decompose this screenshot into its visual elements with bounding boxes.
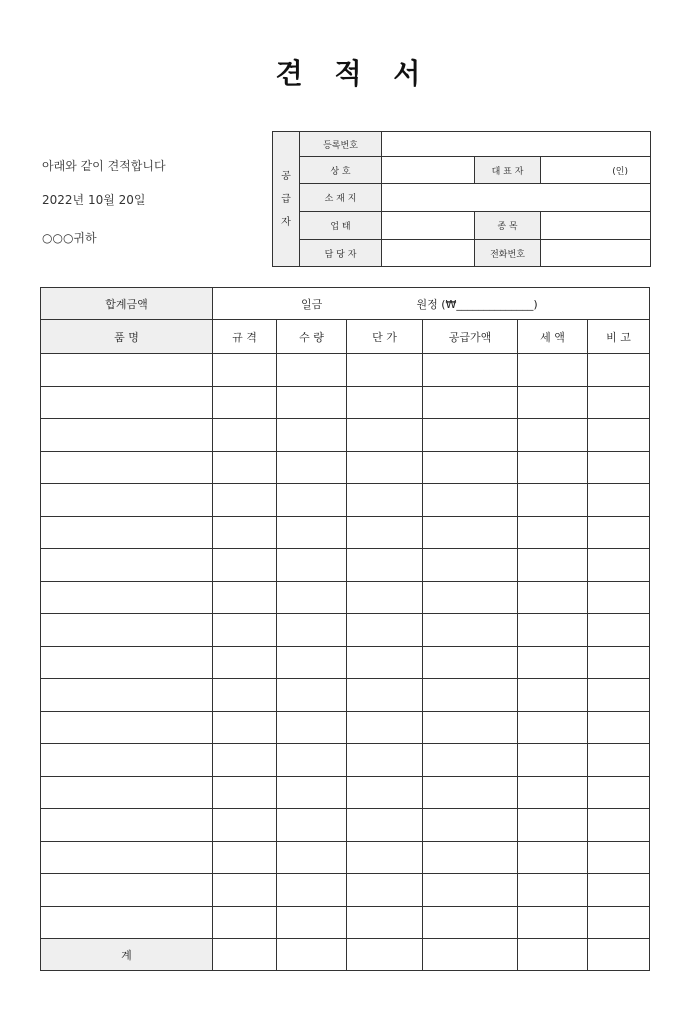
- item-row: [41, 354, 650, 387]
- item-cell[interactable]: [41, 549, 213, 582]
- item-cell[interactable]: [213, 419, 277, 452]
- item-cell[interactable]: [423, 711, 518, 744]
- item-cell[interactable]: [588, 679, 650, 712]
- phone-label: 전화번호: [475, 240, 541, 267]
- item-cell[interactable]: [277, 484, 347, 517]
- item-cell[interactable]: [423, 906, 518, 939]
- intro-statement: 아래와 같이 견적합니다: [42, 159, 166, 173]
- item-cell[interactable]: [41, 906, 213, 939]
- item-cell[interactable]: [41, 711, 213, 744]
- total-amount-prefix: 일금: [301, 297, 323, 311]
- item-cell[interactable]: [518, 646, 588, 679]
- item-cell[interactable]: [41, 646, 213, 679]
- item-cell[interactable]: [518, 484, 588, 517]
- item-row: [41, 646, 650, 679]
- manager-label: 담 당 자: [300, 240, 382, 267]
- item-cell[interactable]: [423, 484, 518, 517]
- item-cell[interactable]: [277, 549, 347, 582]
- item-cell[interactable]: [423, 841, 518, 874]
- business-item-cell[interactable]: [541, 212, 651, 240]
- item-cell[interactable]: [213, 874, 277, 907]
- item-row: [41, 906, 650, 939]
- supplier-info-table: [272, 131, 651, 267]
- business-type-cell[interactable]: [382, 212, 475, 240]
- item-row: [41, 679, 650, 712]
- item-cell[interactable]: [518, 744, 588, 777]
- item-cell[interactable]: [518, 906, 588, 939]
- item-cell[interactable]: [213, 841, 277, 874]
- item-cell[interactable]: [347, 354, 423, 387]
- item-cell[interactable]: [518, 419, 588, 452]
- item-cell[interactable]: [213, 809, 277, 842]
- supplier-side-char: 급: [281, 193, 291, 205]
- ceo-seal-cell[interactable]: [541, 157, 651, 184]
- item-cell[interactable]: [213, 744, 277, 777]
- item-cell[interactable]: [588, 744, 650, 777]
- item-cell[interactable]: [213, 549, 277, 582]
- item-cell[interactable]: [277, 744, 347, 777]
- item-cell[interactable]: [423, 646, 518, 679]
- item-cell[interactable]: [277, 516, 347, 549]
- item-cell[interactable]: [423, 744, 518, 777]
- item-cell[interactable]: [518, 776, 588, 809]
- item-cell[interactable]: [277, 451, 347, 484]
- item-cell[interactable]: [518, 516, 588, 549]
- column-header: 단 가: [347, 320, 423, 354]
- item-cell[interactable]: [213, 516, 277, 549]
- item-cell[interactable]: [41, 419, 213, 452]
- item-cell[interactable]: [41, 744, 213, 777]
- item-cell[interactable]: [423, 874, 518, 907]
- item-cell[interactable]: [423, 516, 518, 549]
- item-cell[interactable]: [347, 841, 423, 874]
- quote-items-table: [40, 287, 650, 971]
- column-header: 공급가액: [423, 320, 518, 354]
- total-amount-label: 합계금액: [41, 288, 213, 320]
- item-cell[interactable]: [41, 776, 213, 809]
- item-cell[interactable]: [213, 354, 277, 387]
- sum-cell[interactable]: [213, 939, 277, 971]
- item-cell[interactable]: [347, 581, 423, 614]
- item-cell[interactable]: [277, 776, 347, 809]
- sum-label: 계: [41, 939, 213, 971]
- item-cell[interactable]: [347, 679, 423, 712]
- item-cell[interactable]: [213, 581, 277, 614]
- item-row: [41, 614, 650, 647]
- item-cell[interactable]: [588, 386, 650, 419]
- item-cell[interactable]: [213, 711, 277, 744]
- supplier-side-char: 자: [281, 216, 291, 228]
- item-cell[interactable]: [588, 614, 650, 647]
- item-cell[interactable]: [41, 809, 213, 842]
- item-cell[interactable]: [423, 549, 518, 582]
- item-cell[interactable]: [213, 776, 277, 809]
- item-row: [41, 809, 650, 842]
- item-cell[interactable]: [518, 614, 588, 647]
- item-cell[interactable]: [588, 419, 650, 452]
- document-title: 견 적 서: [275, 57, 423, 90]
- item-cell[interactable]: [588, 776, 650, 809]
- item-cell[interactable]: [518, 451, 588, 484]
- recipient-name: ○○○귀하: [42, 231, 97, 245]
- sum-cell[interactable]: [588, 939, 650, 971]
- item-cell[interactable]: [41, 484, 213, 517]
- column-header: 규 격: [213, 320, 277, 354]
- item-cell[interactable]: [423, 386, 518, 419]
- item-cell[interactable]: [588, 581, 650, 614]
- item-cell[interactable]: [347, 776, 423, 809]
- item-row: [41, 386, 650, 419]
- item-cell[interactable]: [423, 581, 518, 614]
- item-cell[interactable]: [277, 581, 347, 614]
- sum-cell[interactable]: [423, 939, 518, 971]
- sum-cell[interactable]: [277, 939, 347, 971]
- item-cell[interactable]: [518, 711, 588, 744]
- item-cell[interactable]: [213, 386, 277, 419]
- item-cell[interactable]: [347, 451, 423, 484]
- item-cell[interactable]: [518, 354, 588, 387]
- item-cell[interactable]: [41, 386, 213, 419]
- item-cell[interactable]: [347, 549, 423, 582]
- item-cell[interactable]: [423, 451, 518, 484]
- item-cell[interactable]: [213, 451, 277, 484]
- item-cell[interactable]: [347, 614, 423, 647]
- item-row: [41, 581, 650, 614]
- item-cell[interactable]: [518, 809, 588, 842]
- item-row: [41, 419, 650, 452]
- item-cell[interactable]: [277, 809, 347, 842]
- item-cell[interactable]: [213, 906, 277, 939]
- item-cell[interactable]: [588, 549, 650, 582]
- item-cell[interactable]: [588, 711, 650, 744]
- sum-row: [41, 939, 650, 971]
- registration-number-cell[interactable]: [382, 132, 651, 157]
- item-cell[interactable]: [347, 906, 423, 939]
- item-cell[interactable]: [213, 679, 277, 712]
- item-row: [41, 874, 650, 907]
- total-amount-cell[interactable]: [213, 288, 650, 320]
- item-row: [41, 776, 650, 809]
- manager-cell[interactable]: [382, 240, 475, 267]
- item-cell[interactable]: [423, 679, 518, 712]
- item-cell[interactable]: [518, 549, 588, 582]
- item-cell[interactable]: [347, 484, 423, 517]
- sum-cell[interactable]: [518, 939, 588, 971]
- item-cell[interactable]: [588, 516, 650, 549]
- item-cell[interactable]: [213, 484, 277, 517]
- item-cell[interactable]: [277, 874, 347, 907]
- item-cell[interactable]: [588, 906, 650, 939]
- item-row: [41, 549, 650, 582]
- item-cell[interactable]: [277, 906, 347, 939]
- item-cell[interactable]: [277, 711, 347, 744]
- item-cell[interactable]: [588, 451, 650, 484]
- item-cell[interactable]: [423, 614, 518, 647]
- item-row: [41, 744, 650, 777]
- supplier-side-char: 공: [281, 170, 291, 182]
- business-type-label: 업 태: [300, 212, 382, 240]
- item-cell[interactable]: [347, 419, 423, 452]
- item-cell[interactable]: [41, 451, 213, 484]
- item-cell[interactable]: [277, 419, 347, 452]
- company-name-cell[interactable]: [382, 157, 475, 184]
- item-row: [41, 516, 650, 549]
- item-cell[interactable]: [518, 679, 588, 712]
- item-cell[interactable]: [347, 516, 423, 549]
- company-name-label: 상 호: [300, 157, 382, 184]
- seal-mark: (인): [612, 166, 628, 177]
- item-cell[interactable]: [423, 354, 518, 387]
- quote-date: 2022년 10월 20일: [42, 193, 146, 207]
- supplier-side-label: [273, 132, 300, 267]
- column-header: 비 고: [588, 320, 650, 354]
- item-cell[interactable]: [347, 874, 423, 907]
- item-cell[interactable]: [277, 386, 347, 419]
- item-cell[interactable]: [213, 646, 277, 679]
- item-cell[interactable]: [213, 614, 277, 647]
- item-row: [41, 841, 650, 874]
- item-row: [41, 484, 650, 517]
- item-cell[interactable]: [518, 874, 588, 907]
- item-cell[interactable]: [347, 744, 423, 777]
- item-cell[interactable]: [41, 679, 213, 712]
- item-cell[interactable]: [588, 646, 650, 679]
- ceo-label: 대 표 자: [475, 157, 541, 184]
- item-cell[interactable]: [347, 646, 423, 679]
- address-label: 소 재 지: [300, 184, 382, 212]
- item-cell[interactable]: [518, 386, 588, 419]
- item-cell[interactable]: [423, 809, 518, 842]
- column-header: 세 액: [518, 320, 588, 354]
- item-row: [41, 711, 650, 744]
- item-cell[interactable]: [588, 354, 650, 387]
- item-cell[interactable]: [347, 386, 423, 419]
- item-cell[interactable]: [277, 614, 347, 647]
- item-cell[interactable]: [518, 581, 588, 614]
- item-cell[interactable]: [518, 841, 588, 874]
- item-cell[interactable]: [588, 841, 650, 874]
- item-cell[interactable]: [277, 354, 347, 387]
- item-cell[interactable]: [423, 776, 518, 809]
- item-cell[interactable]: [588, 809, 650, 842]
- phone-cell[interactable]: [541, 240, 651, 267]
- item-cell[interactable]: [41, 841, 213, 874]
- item-cell[interactable]: [41, 354, 213, 387]
- item-cell[interactable]: [277, 646, 347, 679]
- item-cell[interactable]: [41, 581, 213, 614]
- column-header: 수 량: [277, 320, 347, 354]
- item-row: [41, 451, 650, 484]
- business-item-label: 종 목: [475, 212, 541, 240]
- item-cell[interactable]: [41, 516, 213, 549]
- item-cell[interactable]: [347, 711, 423, 744]
- item-cell[interactable]: [41, 614, 213, 647]
- registration-number-label: 등록번호: [300, 132, 382, 157]
- item-cell[interactable]: [277, 679, 347, 712]
- item-cell[interactable]: [588, 484, 650, 517]
- item-cell[interactable]: [347, 809, 423, 842]
- item-cell[interactable]: [41, 874, 213, 907]
- item-cell[interactable]: [277, 841, 347, 874]
- item-cell[interactable]: [588, 874, 650, 907]
- total-amount-suffix: 원정 (₩______________): [416, 297, 538, 311]
- sum-cell[interactable]: [347, 939, 423, 971]
- column-header: 품 명: [41, 320, 213, 354]
- item-cell[interactable]: [423, 419, 518, 452]
- address-cell[interactable]: [382, 184, 651, 212]
